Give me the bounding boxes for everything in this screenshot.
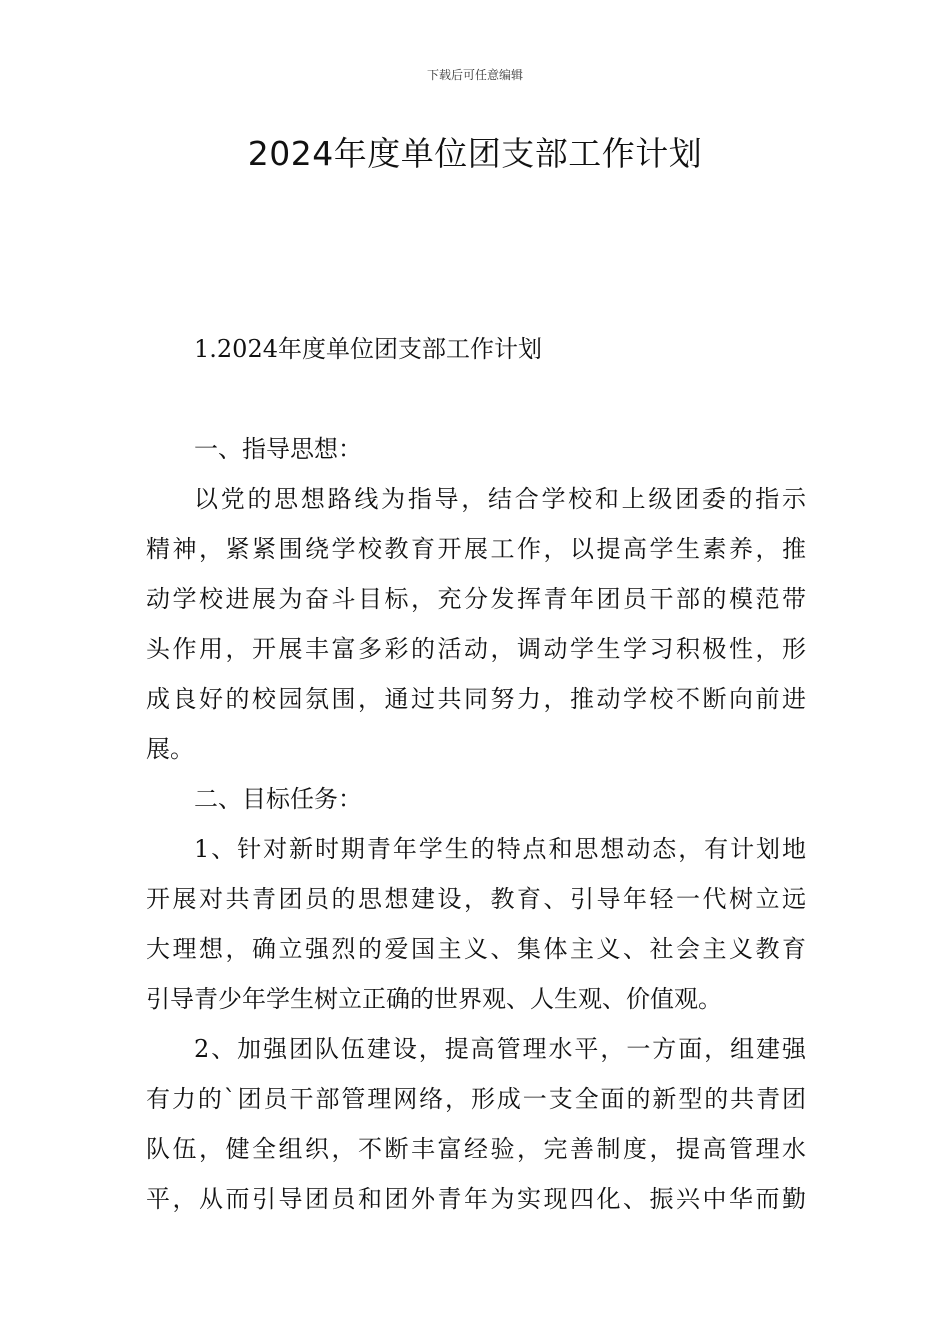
- task-2-line: 平，从而引导团员和团外青年为实现四化、振兴中华而勤: [146, 1185, 806, 1213]
- task-2-line: 队伍，健全组织，不断丰富经验，完善制度，提高管理水: [146, 1135, 806, 1163]
- task-1-line: 大理想，确立强烈的爱国主义、集体主义、社会主义教育: [146, 935, 806, 963]
- header-note: 下载后可任意编辑: [426, 68, 523, 82]
- guiding-heading: 一、指导思想：: [194, 435, 362, 463]
- tasks-section: [146, 774, 806, 1224]
- guiding-line: 精神，紧紧围绕学校教育开展工作，以提高学生素养，推: [146, 535, 806, 563]
- guiding-line: 展。: [146, 735, 194, 763]
- guiding-line: 成良好的校园氛围，通过共同努力，推动学校不断向前进: [146, 685, 806, 713]
- guiding-line: 头作用，开展丰富多彩的活动，调动学生学习积极性，形: [146, 635, 806, 663]
- task-1-line: 引导青少年学生树立正确的世界观、人生观、价值观。: [146, 985, 722, 1013]
- task-1-line: 1、针对新时期青年学生的特点和思想动态，有计划地: [194, 835, 806, 863]
- section-heading: [146, 324, 806, 374]
- task-1-line: 开展对共青团员的思想建设，教育、引导年轻一代树立远: [146, 885, 806, 913]
- task-2-line: 2、加强团队伍建设，提高管理水平，一方面，组建强: [194, 1035, 806, 1063]
- guiding-section: [146, 424, 806, 774]
- guiding-line: 以党的思想路线为指导，结合学校和上级团委的指示: [194, 485, 806, 513]
- task-2-line: 有力的`团员干部管理网络，形成一支全面的新型的共青团: [146, 1085, 806, 1113]
- guiding-line: 动学校进展为奋斗目标，充分发挥青年团员干部的模范带: [146, 585, 806, 613]
- section-heading-text: 1.2024年度单位团支部工作计划: [194, 335, 542, 363]
- document-title: 2024年度单位团支部工作计划: [247, 134, 703, 173]
- tasks-heading: 二、目标任务：: [194, 785, 362, 813]
